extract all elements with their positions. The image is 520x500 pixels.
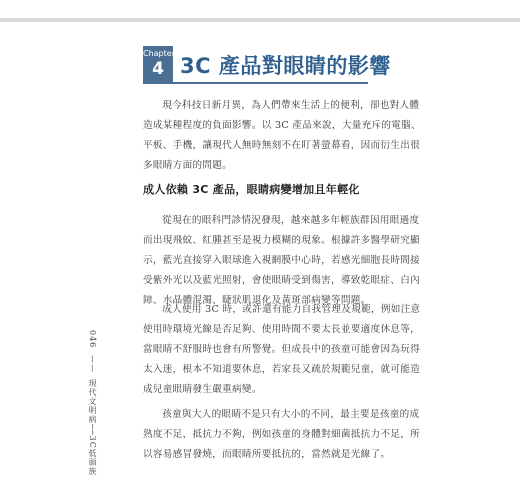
- chapter-title: 3C 產品對眼睛的影響: [180, 54, 391, 78]
- paragraph-intro: 現今科技日新月異，為人們帶來生活上的便利，卻也對人體造成某種程度的負面影響。以 3C 產品來說，大量充斥的電腦、平板、手機，讓現代人無時無刻不在盯著螢幕看，因而衍生出很多眼睛方面的問題。: [143, 100, 421, 171]
- side-caption: [87, 330, 98, 476]
- paragraph-children: 孩童與大人的眼睛不是只有大小的不同，最主要是孩童的成熟度不足，抵抗力不夠，例如孩童的身體對細菌抵抗力不足，所以容易感冒發燒，而眼睛所要抵抗的，當然就是光線了。: [143, 409, 421, 460]
- paragraph-adults: 成人使用 3C 時，或許還有能力自我管理及規範，例如注意使用時環境光線是否足夠、使用時間不要太長並要適度休息等，當眼睛不舒服時也會有所警覺。但成長中的孩童可能會因為玩得太入迷，根本不知道要休息，若家長又疏於規範兒童，就可能造成兒童眼睛發生嚴重病變。: [143, 304, 421, 395]
- chapter-badge: [143, 46, 173, 82]
- caption-separator: ——: [88, 354, 97, 373]
- chapter-number: 4: [152, 59, 164, 79]
- title-underline: [143, 82, 368, 84]
- top-rule: [0, 18, 520, 22]
- paragraph-clinic: 從現在的眼科門診情況發現，越來越多年輕族群因用眼過度而出現飛蚊、紅腫甚至是視力模糊的現象。根據許多醫學研究顯示，藍光直接穿入眼球進入視網膜中心時，若感光細胞長時間接受紫外光以及藍光照射，會使眼睛受到傷害，導致乾眼症、白內障、水晶體混濁、睫狀肌退化及黃斑部病變等問題。: [143, 215, 421, 306]
- section-heading: 成人依賴 3C 產品，眼睛病變增加且年輕化: [143, 183, 360, 196]
- page-number: 046: [88, 330, 97, 349]
- chapter-label: Chapter: [143, 49, 175, 58]
- running-title: 現代文明病──3C低頭族: [88, 379, 97, 477]
